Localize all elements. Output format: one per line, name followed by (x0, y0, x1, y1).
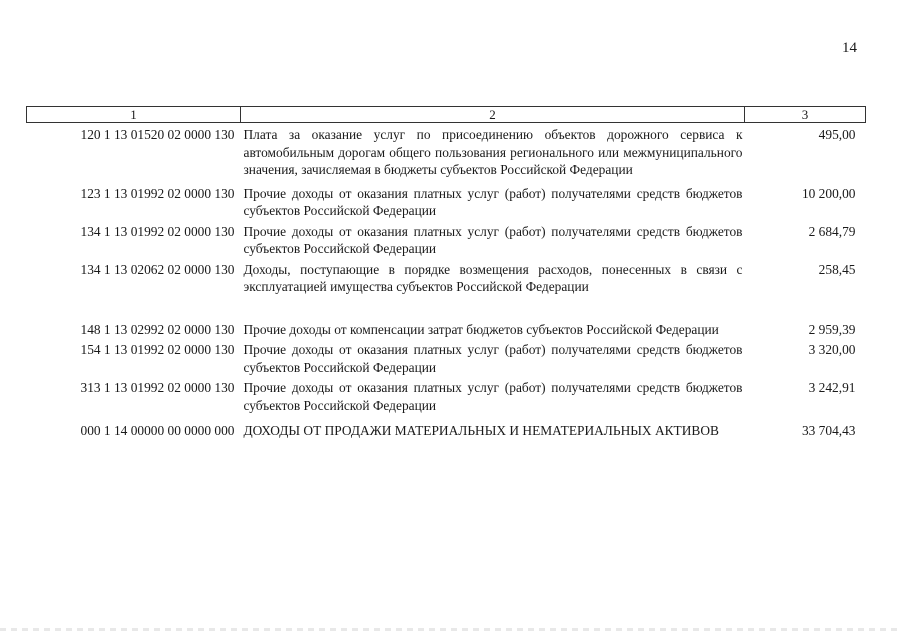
table-row (27, 318, 866, 339)
revenue-amount: 3 242,91 (808, 380, 856, 395)
table-row (27, 338, 866, 376)
budget-code: 120 1 13 01520 02 0000 130 (80, 127, 235, 142)
table-row (27, 220, 866, 258)
revenue-table (26, 106, 866, 440)
revenue-description: Прочие доходы от оказания платных услуг (работ) получателями средств бюджетов субъектов Российской Федерации (243, 223, 743, 256)
budget-code: 000 1 14 00000 00 0000 000 (80, 423, 235, 438)
revenue-amount: 10 200,00 (801, 185, 856, 201)
revenue-description: Прочие доходы от компенсации затрат бюджетов субъектов Российской Федерации (243, 321, 719, 337)
column-header-1: 1 (27, 107, 241, 123)
table-row (27, 258, 866, 318)
column-header-2: 2 (241, 107, 745, 123)
revenue-description: Прочие доходы от оказания платных услуг (работ) получателями средств бюджетов субъектов Российской Федерации (243, 380, 743, 413)
revenue-amount: 2 684,79 (808, 223, 856, 239)
budget-code: 148 1 13 02992 02 0000 130 (80, 321, 235, 337)
table-row (27, 376, 866, 414)
revenue-description: Прочие доходы от оказания платных услуг (работ) получателями средств бюджетов субъектов Российской Федерации (243, 185, 743, 218)
budget-code: 134 1 13 01992 02 0000 130 (80, 223, 235, 239)
revenue-description: ДОХОДЫ ОТ ПРОДАЖИ МАТЕРИАЛЬНЫХ И НЕМАТЕРИАЛЬНЫХ АКТИВОВ (243, 423, 719, 438)
table-row (27, 414, 866, 440)
column-header-3: 3 (745, 107, 866, 123)
table-header-row (27, 107, 866, 123)
revenue-amount: 2 959,39 (808, 321, 856, 337)
revenue-amount: 3 320,00 (808, 342, 856, 357)
revenue-description: Прочие доходы от оказания платных услуг (работ) получателями средств бюджетов субъектов Российской Федерации (243, 342, 743, 375)
revenue-amount: 33 704,43 (801, 423, 856, 438)
budget-code: 154 1 13 01992 02 0000 130 (80, 342, 235, 357)
scan-edge-noise (0, 628, 897, 631)
budget-code: 313 1 13 01992 02 0000 130 (80, 380, 235, 395)
budget-code: 123 1 13 01992 02 0000 130 (80, 185, 235, 201)
table-row (27, 123, 866, 182)
budget-code: 134 1 13 02062 02 0000 130 (80, 261, 235, 277)
page-number: 14 (842, 40, 857, 56)
revenue-amount: 258,45 (818, 261, 856, 277)
revenue-description: Доходы, поступающие в порядке возмещения расходов, понесенных в связи с эксплуатацией имущества субъектов Российской Федерации (243, 261, 743, 294)
revenue-description: Плата за оказание услуг по присоединению объектов дорожного сервиса к автомобильным дорогам общего пользования регионального или межмуниципального значения, зачисляемая в бюджеты субъектов Российской Федерации (243, 127, 743, 177)
table-row (27, 182, 866, 220)
revenue-amount: 495,00 (818, 127, 856, 142)
